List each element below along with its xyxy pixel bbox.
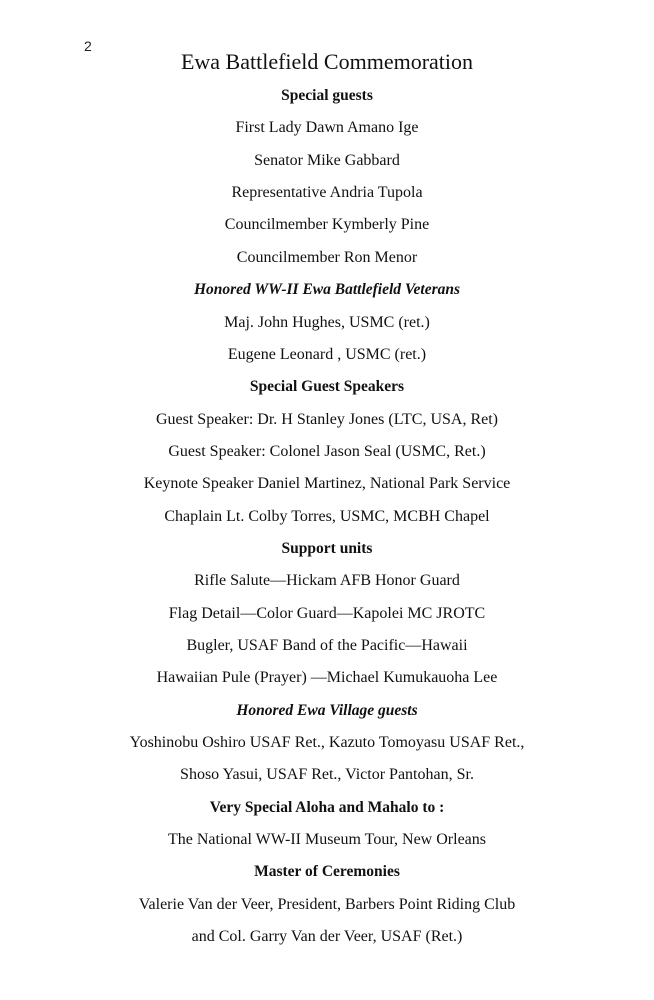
listing-entry: and Col. Garry Van der Veer, USAF (Ret.) — [191, 928, 463, 946]
page-number: 2 — [84, 38, 92, 54]
section-heading: Honored WW-II Ewa Battlefield Veterans — [193, 281, 461, 299]
section-heading: Support units — [281, 539, 373, 557]
listing-entry: Chaplain Lt. Colby Torres, USMC, MCBH Chapel — [164, 507, 490, 525]
listing-entry: Maj. John Hughes, USMC (ret.) — [224, 313, 430, 331]
listing-entry: Guest Speaker: Dr. H Stanley Jones (LTC, USA, Ret) — [155, 410, 499, 428]
section-heading: Honored Ewa Village guests — [236, 701, 418, 719]
listing-entry: Senator Mike Gabbard — [254, 151, 400, 169]
section-heading: Master of Ceremonies — [254, 863, 400, 881]
listing-entry: Flag Detail—Color Guard—Kapolei MC JROTC — [168, 604, 486, 622]
listing-entry: Yoshinobu Oshiro USAF Ret., Kazuto Tomoyasu USAF Ret., — [129, 734, 525, 751]
listing-entry: Bugler, USAF Band of the Pacific—Hawaii — [186, 637, 468, 654]
listing-entry: Eugene Leonard , USMC (ret.) — [227, 345, 427, 363]
section-heading: Special guests — [281, 87, 373, 104]
listing-entry: Shoso Yasui, USAF Ret., Victor Pantohan, Sr. — [180, 766, 474, 784]
section-heading: Very Special Aloha and Mahalo to : — [209, 798, 445, 816]
listing-entry: Rifle Salute—Hickam AFB Honor Guard — [194, 572, 460, 590]
listing-entry: First Lady Dawn Amano Ige — [235, 119, 419, 137]
listing-entry: Guest Speaker: Colonel Jason Seal (USMC, Ret.) — [168, 442, 486, 460]
section-heading: Special Guest Speakers — [249, 378, 405, 396]
listing-entry: Representative Andria Tupola — [231, 184, 423, 202]
listing-entry: Councilmember Kymberly Pine — [224, 216, 430, 234]
page-title: Ewa Battlefield Commemoration — [180, 49, 474, 74]
listing-entry: Keynote Speaker Daniel Martinez, National Park Service — [143, 475, 511, 493]
listing-entry: Councilmember Ron Menor — [236, 248, 418, 266]
listing-entry: The National WW-II Museum Tour, New Orleans — [167, 831, 486, 849]
listing-entry: Hawaiian Pule (Prayer) —Michael Kumukauoha Lee — [156, 669, 498, 687]
listing-entry: Valerie Van der Veer, President, Barbers Point Riding Club — [138, 895, 516, 913]
